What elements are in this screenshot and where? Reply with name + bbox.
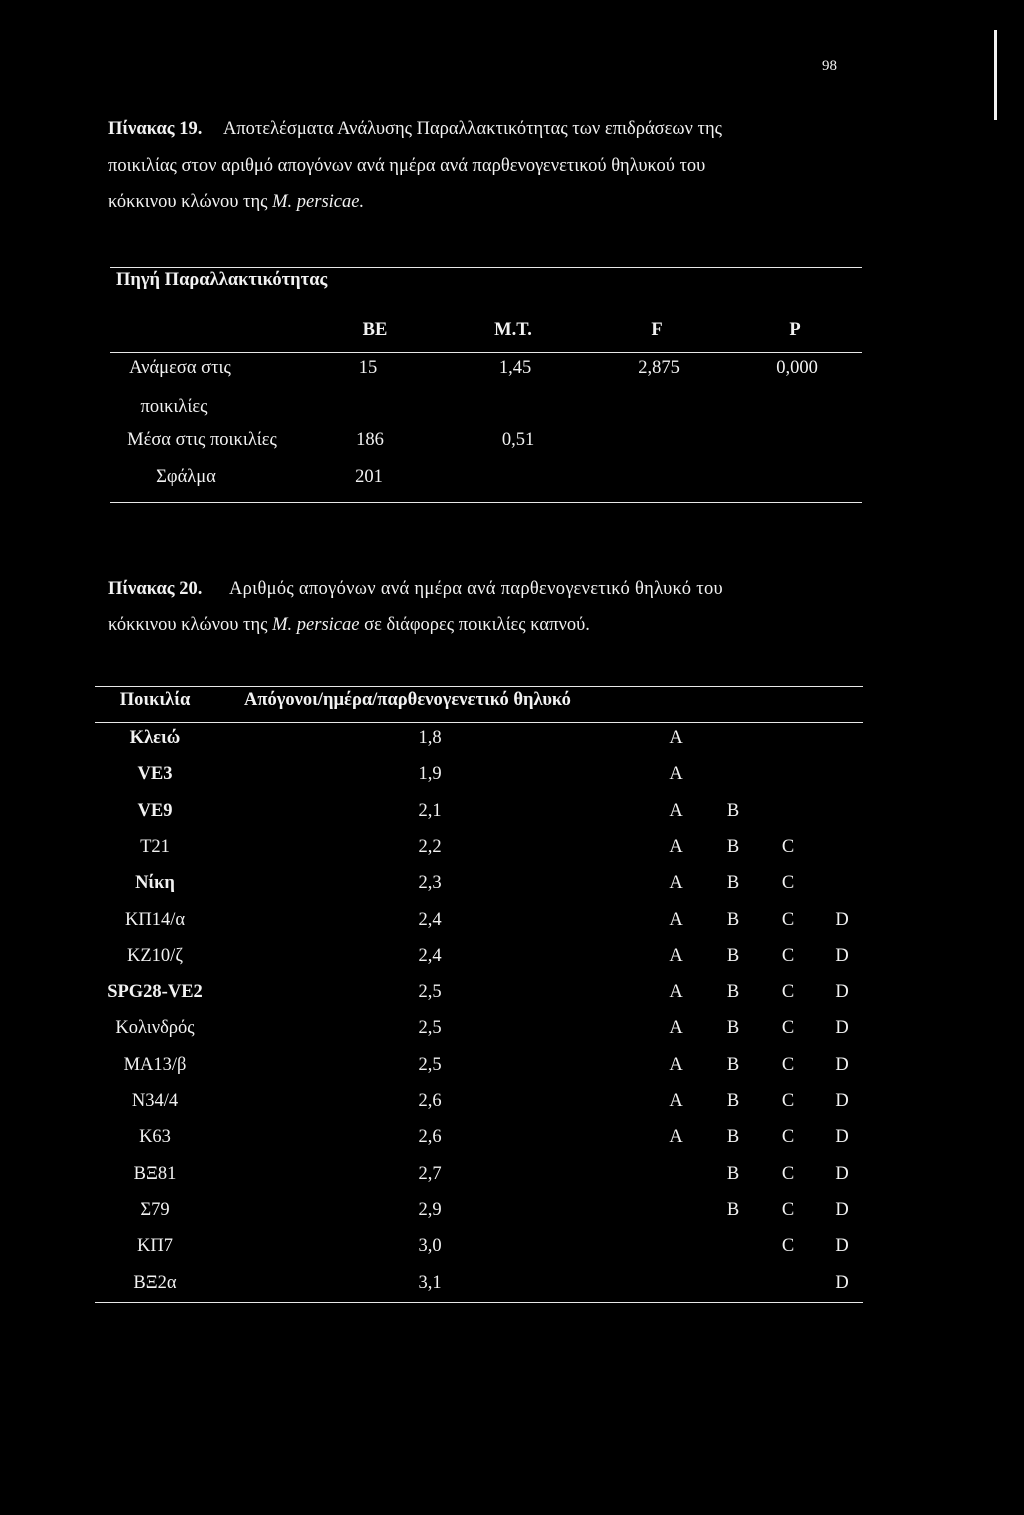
table20-row-value: 1,9	[418, 764, 442, 784]
table20-row-a: A	[669, 837, 683, 857]
table20-row-value: 2,4	[418, 946, 442, 966]
table20-row-c: C	[781, 837, 795, 857]
table20-row-c: C	[781, 1200, 795, 1220]
table20-row-variety: ΚΠ14/α	[124, 910, 186, 930]
table20-row-b: B	[726, 1091, 740, 1111]
table20-row-a: A	[669, 873, 683, 893]
table20-header-variety: Ποικιλία	[119, 690, 191, 710]
table20-row-d: D	[835, 1091, 849, 1111]
table20-species: M. persicae	[272, 615, 360, 635]
table20-row-c: C	[781, 1055, 795, 1075]
table19-row1-be: 15	[358, 358, 378, 378]
table20-row-variety: Κλειώ	[129, 728, 181, 748]
table19-row1-f: 2,875	[638, 358, 680, 378]
table19-top-rule	[110, 267, 862, 268]
table19-caption-text3: κόκκινου κλώνου της	[108, 192, 273, 212]
table19-caption-text1: Αποτελέσματα Ανάλυσης Παραλλακτικότητας των επιδράσεων της	[222, 119, 722, 139]
table19-species: M. persicae.	[272, 192, 365, 212]
table20-row-c: C	[781, 873, 795, 893]
table20-row-b: B	[726, 873, 740, 893]
table20-row-a: A	[669, 1127, 683, 1147]
table20-row-d: D	[835, 946, 849, 966]
table20-row-variety: Νίκη	[135, 873, 175, 893]
table20-bottom-rule	[95, 1302, 863, 1303]
table20-row-b: B	[726, 837, 740, 857]
table19-caption-line2: ποικιλίας στον αριθμό απογόνων ανά ημέρα ανά παρθενογενετικού θηλυκού του	[108, 156, 706, 176]
table20-row-d: D	[835, 910, 849, 930]
table20-row-value: 2,5	[418, 1055, 442, 1075]
table20-row-b: B	[726, 1055, 740, 1075]
table20-row-a: A	[669, 1055, 683, 1075]
table20-row-value: 2,6	[418, 1127, 442, 1147]
table20-row-c: C	[781, 1018, 795, 1038]
table19-col-p: P	[789, 320, 801, 340]
table20-row-b: B	[726, 982, 740, 1002]
table20-row-a: A	[669, 910, 683, 930]
table19-caption-line1	[108, 113, 722, 146]
table20-row-d: D	[835, 1018, 849, 1038]
table20-row-c: C	[781, 910, 795, 930]
table20-row-a: A	[669, 1018, 683, 1038]
table20-row-d: D	[835, 1127, 849, 1147]
table20-row-a: A	[669, 982, 683, 1002]
table19-bottom-rule	[110, 502, 862, 503]
page-number: 98	[822, 58, 837, 74]
table20-row-value: 2,9	[418, 1200, 442, 1220]
table20-header-value: Απόγονοι/ημέρα/παρθενογενετικό θηλυκό	[244, 690, 571, 710]
table20-row-value: 2,1	[418, 801, 442, 821]
table19-row1-source: Ανάμεσα στις	[129, 358, 231, 378]
table20-row-value: 2,3	[418, 873, 442, 893]
table20-row-c: C	[781, 1164, 795, 1184]
table20-row-b: B	[726, 1127, 740, 1147]
table20-row-value: 3,1	[418, 1273, 442, 1293]
table20-label: Πίνακας 20.	[108, 579, 203, 599]
table20-header-rule	[95, 722, 863, 723]
table20-row-d: D	[835, 1055, 849, 1075]
table20-row-d: D	[835, 1273, 849, 1293]
table20-row-b: B	[726, 1200, 740, 1220]
table20-row-b: B	[726, 946, 740, 966]
table20-row-b: B	[726, 1164, 740, 1184]
table20-caption-text3: σε διάφορες ποικιλίες καπνού.	[359, 615, 590, 635]
table20-row-c: C	[781, 1091, 795, 1111]
table19-source-header: Πηγή Παραλλακτικότητας	[116, 270, 328, 290]
table20-row-value: 2,7	[418, 1164, 442, 1184]
table19-col-be: ΒΕ	[362, 320, 388, 340]
table19-caption-line3	[108, 186, 364, 219]
edge-mark	[994, 30, 997, 120]
table20-row-variety: K63	[139, 1127, 171, 1147]
table19-col-f: F	[651, 320, 663, 340]
table20-row-d: D	[835, 1236, 849, 1256]
table19-row2-source: Μέσα στις ποικιλίες	[127, 430, 277, 450]
table20-row-a: A	[669, 728, 683, 748]
table20-caption-text1: Αριθμός απογόνων ανά ημέρα ανά παρθενογενετικό θηλυκό του	[228, 579, 723, 599]
table19-row1-source2: ποικιλίες	[140, 397, 208, 417]
table19-row2-be: 186	[356, 430, 384, 450]
table19-row1-mt: 1,45	[498, 358, 532, 378]
table20-top-rule	[95, 686, 863, 687]
table19-col-mt: Μ.Τ.	[494, 320, 532, 340]
table20-row-variety: VE9	[137, 801, 173, 821]
table20-row-variety: Κολινδρός	[115, 1018, 195, 1038]
table20-row-d: D	[835, 1200, 849, 1220]
table19-row1-p: 0,000	[776, 358, 818, 378]
table20-caption-text2: κόκκινου κλώνου της	[108, 615, 273, 635]
table20-row-value: 2,2	[418, 837, 442, 857]
table20-row-value: 2,5	[418, 982, 442, 1002]
table20-row-value: 1,8	[418, 728, 442, 748]
table20-row-b: B	[726, 910, 740, 930]
table20-row-a: A	[669, 801, 683, 821]
table20-row-c: C	[781, 1127, 795, 1147]
table20-caption-line1	[108, 573, 723, 606]
table19-label: Πίνακας 19.	[108, 119, 203, 139]
table20-row-variety: VE3	[137, 764, 173, 784]
table20-row-variety: ΒΞ81	[133, 1164, 177, 1184]
table20-row-value: 2,6	[418, 1091, 442, 1111]
table20-row-value: 2,4	[418, 910, 442, 930]
table20-row-value: 3,0	[418, 1236, 442, 1256]
table20-row-variety: ΚΖ10/ζ	[127, 946, 183, 966]
table20-row-variety: Σ79	[140, 1200, 170, 1220]
table19-row2-mt: 0,51	[501, 430, 535, 450]
table20-row-variety: T21	[140, 837, 170, 857]
table20-row-c: C	[781, 1236, 795, 1256]
table19-row3-be: 201	[355, 467, 383, 487]
table20-row-a: A	[669, 946, 683, 966]
table20-row-variety: ΚΠ7	[137, 1236, 173, 1256]
table20-row-a: A	[669, 1091, 683, 1111]
table19-header-rule	[110, 352, 862, 353]
table20-row-b: B	[726, 801, 740, 821]
table20-row-d: D	[835, 1164, 849, 1184]
table20-row-c: C	[781, 946, 795, 966]
table20-row-b: B	[726, 1018, 740, 1038]
table20-row-a: A	[669, 764, 683, 784]
table20-row-value: 2,5	[418, 1018, 442, 1038]
table20-row-variety: SPG28-VE2	[107, 982, 203, 1002]
table20-row-variety: N34/4	[131, 1091, 179, 1111]
table19-row3-source: Σφάλμα	[156, 467, 216, 487]
table20-row-d: D	[835, 982, 849, 1002]
table20-row-variety: ΜΑ13/β	[123, 1055, 187, 1075]
table20-row-variety: ΒΞ2α	[133, 1273, 177, 1293]
table20-caption-line2	[108, 609, 590, 642]
table20-row-c: C	[781, 982, 795, 1002]
